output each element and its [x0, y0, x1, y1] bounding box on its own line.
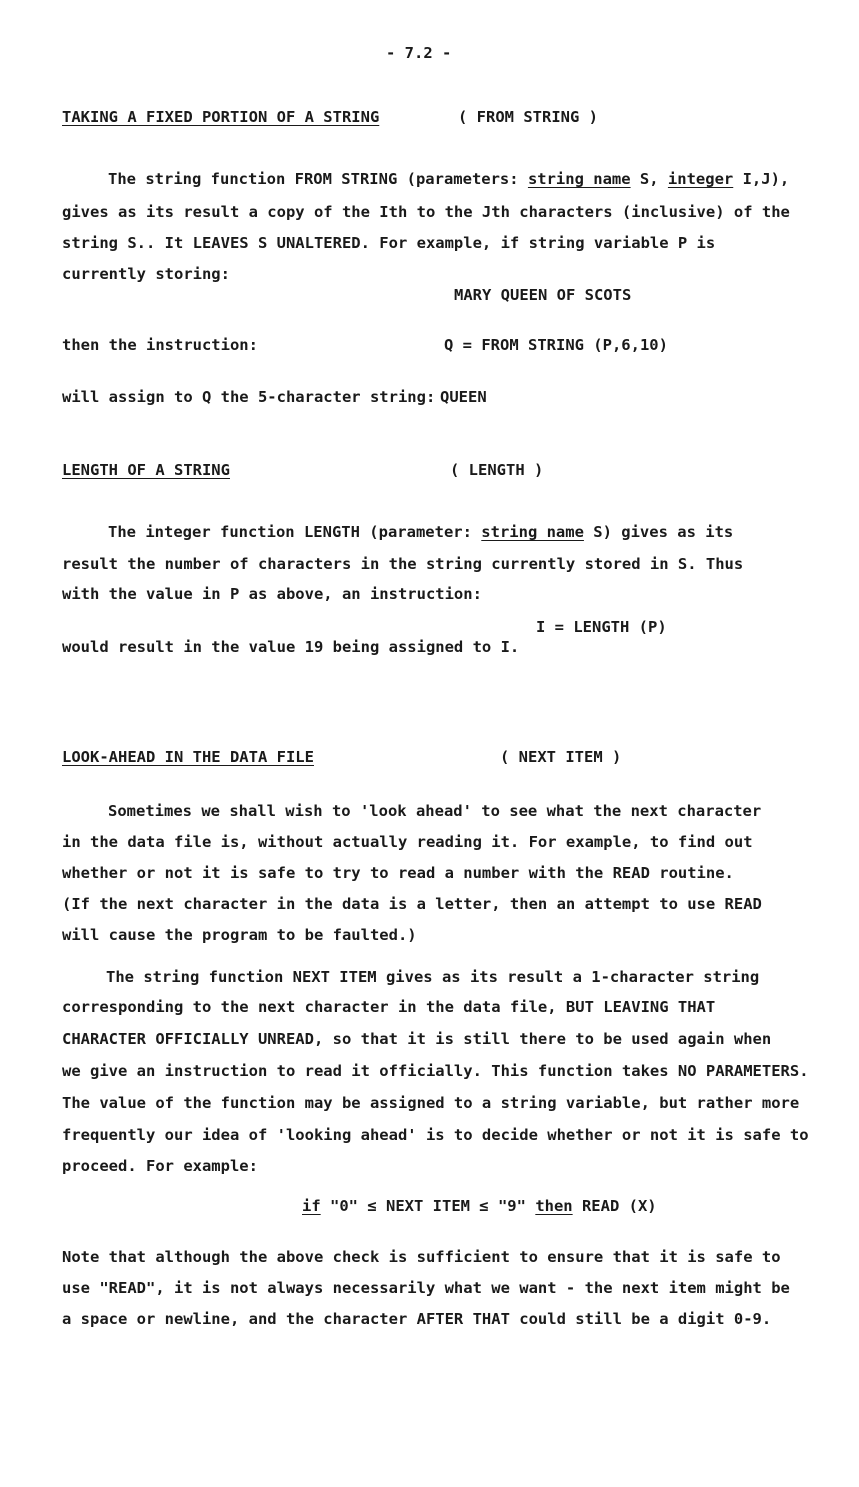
text-run: "0" ≤ NEXT ITEM ≤ "9": [320, 1197, 536, 1215]
paragraph-line: Note that although the above check is sufficient to ensure that it is safe to: [62, 1248, 781, 1266]
paragraph-line: we give an instruction to read it officially. This function takes NO PARAMETERS.: [62, 1062, 809, 1080]
example-instruction: I = LENGTH (P): [536, 618, 667, 636]
example-result: QUEEN: [440, 388, 487, 406]
keyword-if: if: [302, 1197, 321, 1215]
paragraph-line: whether or not it is safe to try to read a number with the READ routine.: [62, 864, 734, 882]
paragraph-line: would result in the value 19 being assigned to I.: [62, 638, 520, 656]
paragraph-line: in the data file is, without actually reading it. For example, to find out: [62, 833, 753, 851]
paragraph-line: The string function NEXT ITEM gives as its result a 1-character string: [106, 968, 760, 986]
paragraph-line: The value of the function may be assigned to a string variable, but rather more: [62, 1094, 800, 1112]
text-run: S,: [630, 170, 668, 188]
paragraph-line: result the number of characters in the string currently stored in S. Thus: [62, 555, 744, 573]
paragraph-line: proceed. For example:: [62, 1157, 258, 1175]
paragraph-line: currently storing:: [62, 265, 230, 283]
paragraph-line: will cause the program to be faulted.): [62, 926, 417, 944]
paragraph-line: gives as its result a copy of the Ith to the Jth characters (inclusive) of the: [62, 203, 790, 221]
text-run-underlined: string name: [527, 170, 631, 188]
section-heading-next-item: LOOK-AHEAD IN THE DATA FILE: [62, 748, 314, 766]
keyword-then: then: [535, 1197, 573, 1215]
paragraph-line: will assign to Q the 5-character string:: [62, 388, 436, 406]
text-run: I,J),: [733, 170, 790, 188]
example-condition: [302, 1197, 657, 1215]
paragraph-line: then the instruction:: [62, 336, 258, 354]
keyword-length: ( LENGTH ): [450, 461, 544, 479]
paragraph-line: frequently our idea of 'looking ahead' is to decide whether or not it is safe to: [62, 1126, 809, 1144]
paragraph-line: [108, 523, 733, 541]
text-run: S) gives as its: [583, 523, 734, 541]
paragraph-line: Sometimes we shall wish to 'look ahead' to see what the next character: [108, 802, 762, 820]
paragraph-line: use "READ", it is not always necessarily what we want - the next item might be: [62, 1279, 790, 1297]
keyword-next-item: ( NEXT ITEM ): [500, 748, 622, 766]
paragraph-line: CHARACTER OFFICIALLY UNREAD, so that it is still there to be used again when: [62, 1030, 772, 1048]
paragraph-line: string S.. It LEAVES S UNALTERED. For example, if string variable P is: [62, 234, 716, 252]
text-run-underlined: integer: [667, 170, 734, 188]
section-heading-length: LENGTH OF A STRING: [62, 461, 230, 479]
paragraph-line: a space or newline, and the character AFTER THAT could still be a digit 0-9.: [62, 1310, 772, 1328]
text-run: READ (X): [572, 1197, 657, 1215]
text-run: The string function FROM STRING (parameters:: [108, 170, 528, 188]
paragraph-line: (If the next character in the data is a letter, then an attempt to use READ: [62, 895, 762, 913]
text-run-underlined: string name: [481, 523, 584, 541]
example-value: MARY QUEEN OF SCOTS: [454, 286, 632, 304]
paragraph-line: corresponding to the next character in the data file, BUT LEAVING THAT: [62, 998, 716, 1016]
paragraph-line: with the value in P as above, an instruction:: [62, 585, 482, 603]
example-instruction: Q = FROM STRING (P,6,10): [444, 336, 668, 354]
keyword-from-string: ( FROM STRING ): [458, 108, 598, 126]
section-heading-from-string: TAKING A FIXED PORTION OF A STRING: [62, 108, 380, 126]
text-run: The integer function LENGTH (parameter:: [108, 523, 482, 541]
paragraph-line: [108, 170, 789, 188]
page-number: - 7.2 -: [386, 44, 452, 62]
